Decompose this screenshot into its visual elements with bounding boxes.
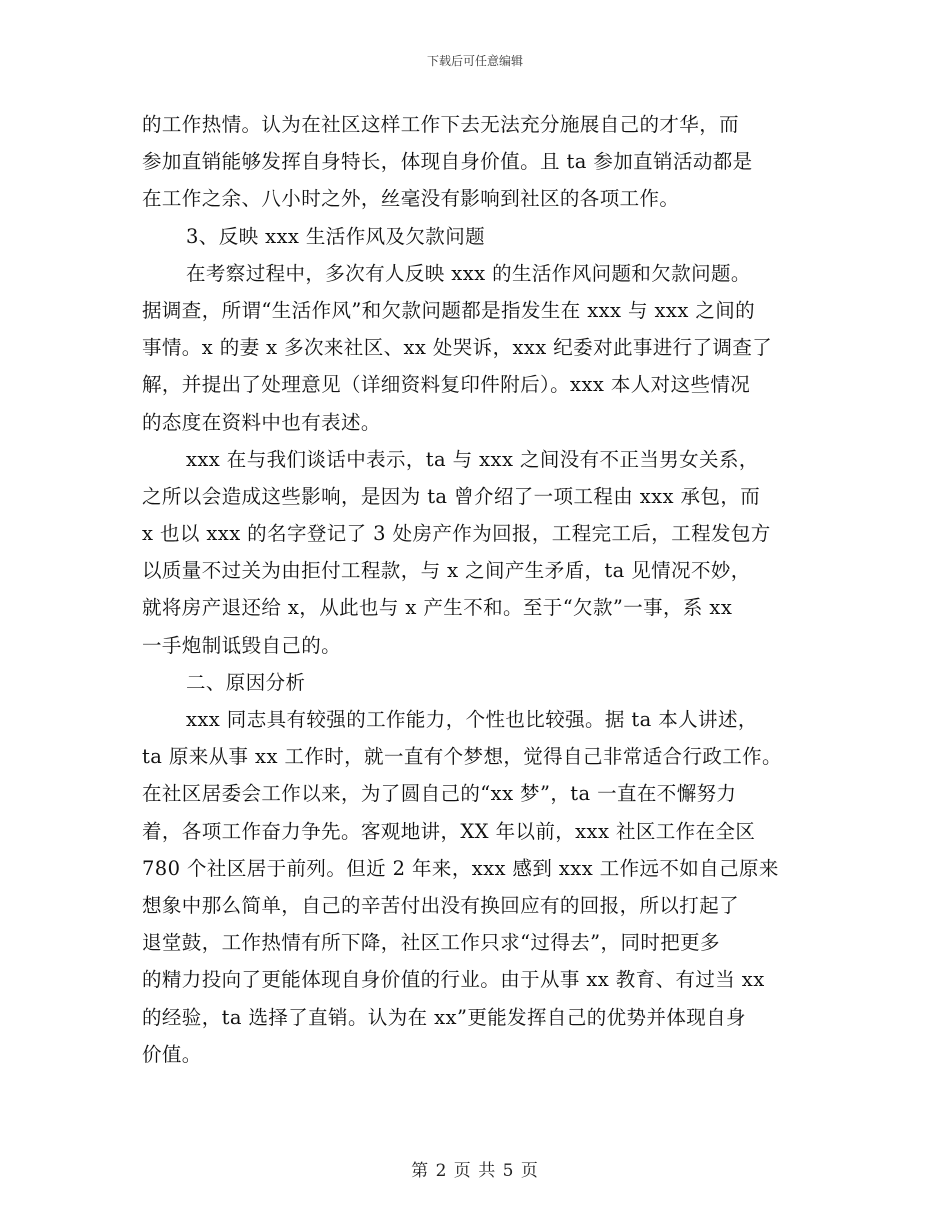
text-line: 780 个社区居于前列。但近 2 年来，xxx 感到 xxx 工作远不如自己原来 bbox=[142, 856, 779, 880]
text-line: 的工作热情。认为在社区这样工作下去无法充分施展自己的才华，而 bbox=[142, 113, 740, 136]
page-header: 下载后可任意编辑 bbox=[426, 54, 523, 68]
section-heading: 3、反映 xxx 生活作风及欠款问题 bbox=[186, 224, 485, 248]
text-line: 之所以会造成这些影响，是因为 ta 曾介绍了一项工程由 xxx 承包，而 bbox=[142, 484, 761, 508]
text-line: x 也以 xxx 的名字登记了 3 处房产作为回报，工程完工后，工程发包方 bbox=[142, 522, 771, 546]
text-line: 的精力投向了更能体现自身价值的行业。由于从事 xx 教育、有过当 xx bbox=[142, 968, 765, 992]
section-heading: 二、原因分析 bbox=[186, 670, 306, 694]
text-line: 一手炮制诋毁自己的。 bbox=[142, 633, 342, 657]
text-line: 事情。x 的妻 x 多次来社区、xx 处哭诉，xxx 纪委对此事进行了调查了 bbox=[142, 336, 773, 360]
text-line: 解，并提出了处理意见（详细资料复印件附后）。xxx 本人对这些情况 bbox=[142, 373, 751, 397]
text-line: 在考察过程中，多次有人反映 xxx 的生活作风问题和欠款问题。 bbox=[186, 261, 751, 285]
text-line: 据调查，所谓“生活作风”和欠款问题都是指发生在 xxx 与 xxx 之间的 bbox=[142, 298, 756, 322]
text-line: 价值。 bbox=[142, 1042, 202, 1066]
text-line: 着，各项工作奋力争先。客观地讲，XX 年以前，xxx 社区工作在全区 bbox=[142, 819, 756, 843]
text-line: 在工作之余、八小时之外，丝毫没有影响到社区的各项工作。 bbox=[142, 187, 680, 211]
text-line: 退堂鼓，工作热情有所下降，社区工作只求“过得去”，同时把更多 bbox=[142, 931, 720, 955]
page-number: 第 2 页 共 5 页 bbox=[411, 1161, 539, 1181]
text-line: 以质量不过关为由拒付工程款，与 x 之间产生矛盾，ta 见情况不妙， bbox=[142, 559, 751, 583]
text-line: ta 原来从事 xx 工作时，就一直有个梦想，觉得自己非常适合行政工作。 bbox=[142, 745, 782, 769]
document-body bbox=[142, 106, 832, 1073]
text-line: xxx 在与我们谈话中表示，ta 与 xxx 之间没有不正当男女关系， bbox=[186, 447, 759, 471]
text-line: 的态度在资料中也有表述。 bbox=[142, 410, 381, 434]
text-line: 想象中那么简单，自己的辛苦付出没有换回应有的回报，所以打起了 bbox=[142, 893, 740, 917]
text-line: 参加直销能够发挥自身特长，体现自身价值。且 ta 参加直销活动都是 bbox=[142, 150, 753, 174]
text-line: 的经验，ta 选择了直销。认为在 xx”更能发挥自己的优势并体现自身 bbox=[142, 1005, 746, 1029]
text-line: 在社区居委会工作以来，为了圆自己的“xx 梦”，ta 一直在不懈努力 bbox=[142, 782, 737, 806]
text-line: xxx 同志具有较强的工作能力，个性也比较强。据 ta 本人讲述， bbox=[186, 708, 758, 731]
text-line: 就将房产退还给 x，从此也与 x 产生不和。至于“欠款”一事，系 xx bbox=[142, 596, 733, 620]
